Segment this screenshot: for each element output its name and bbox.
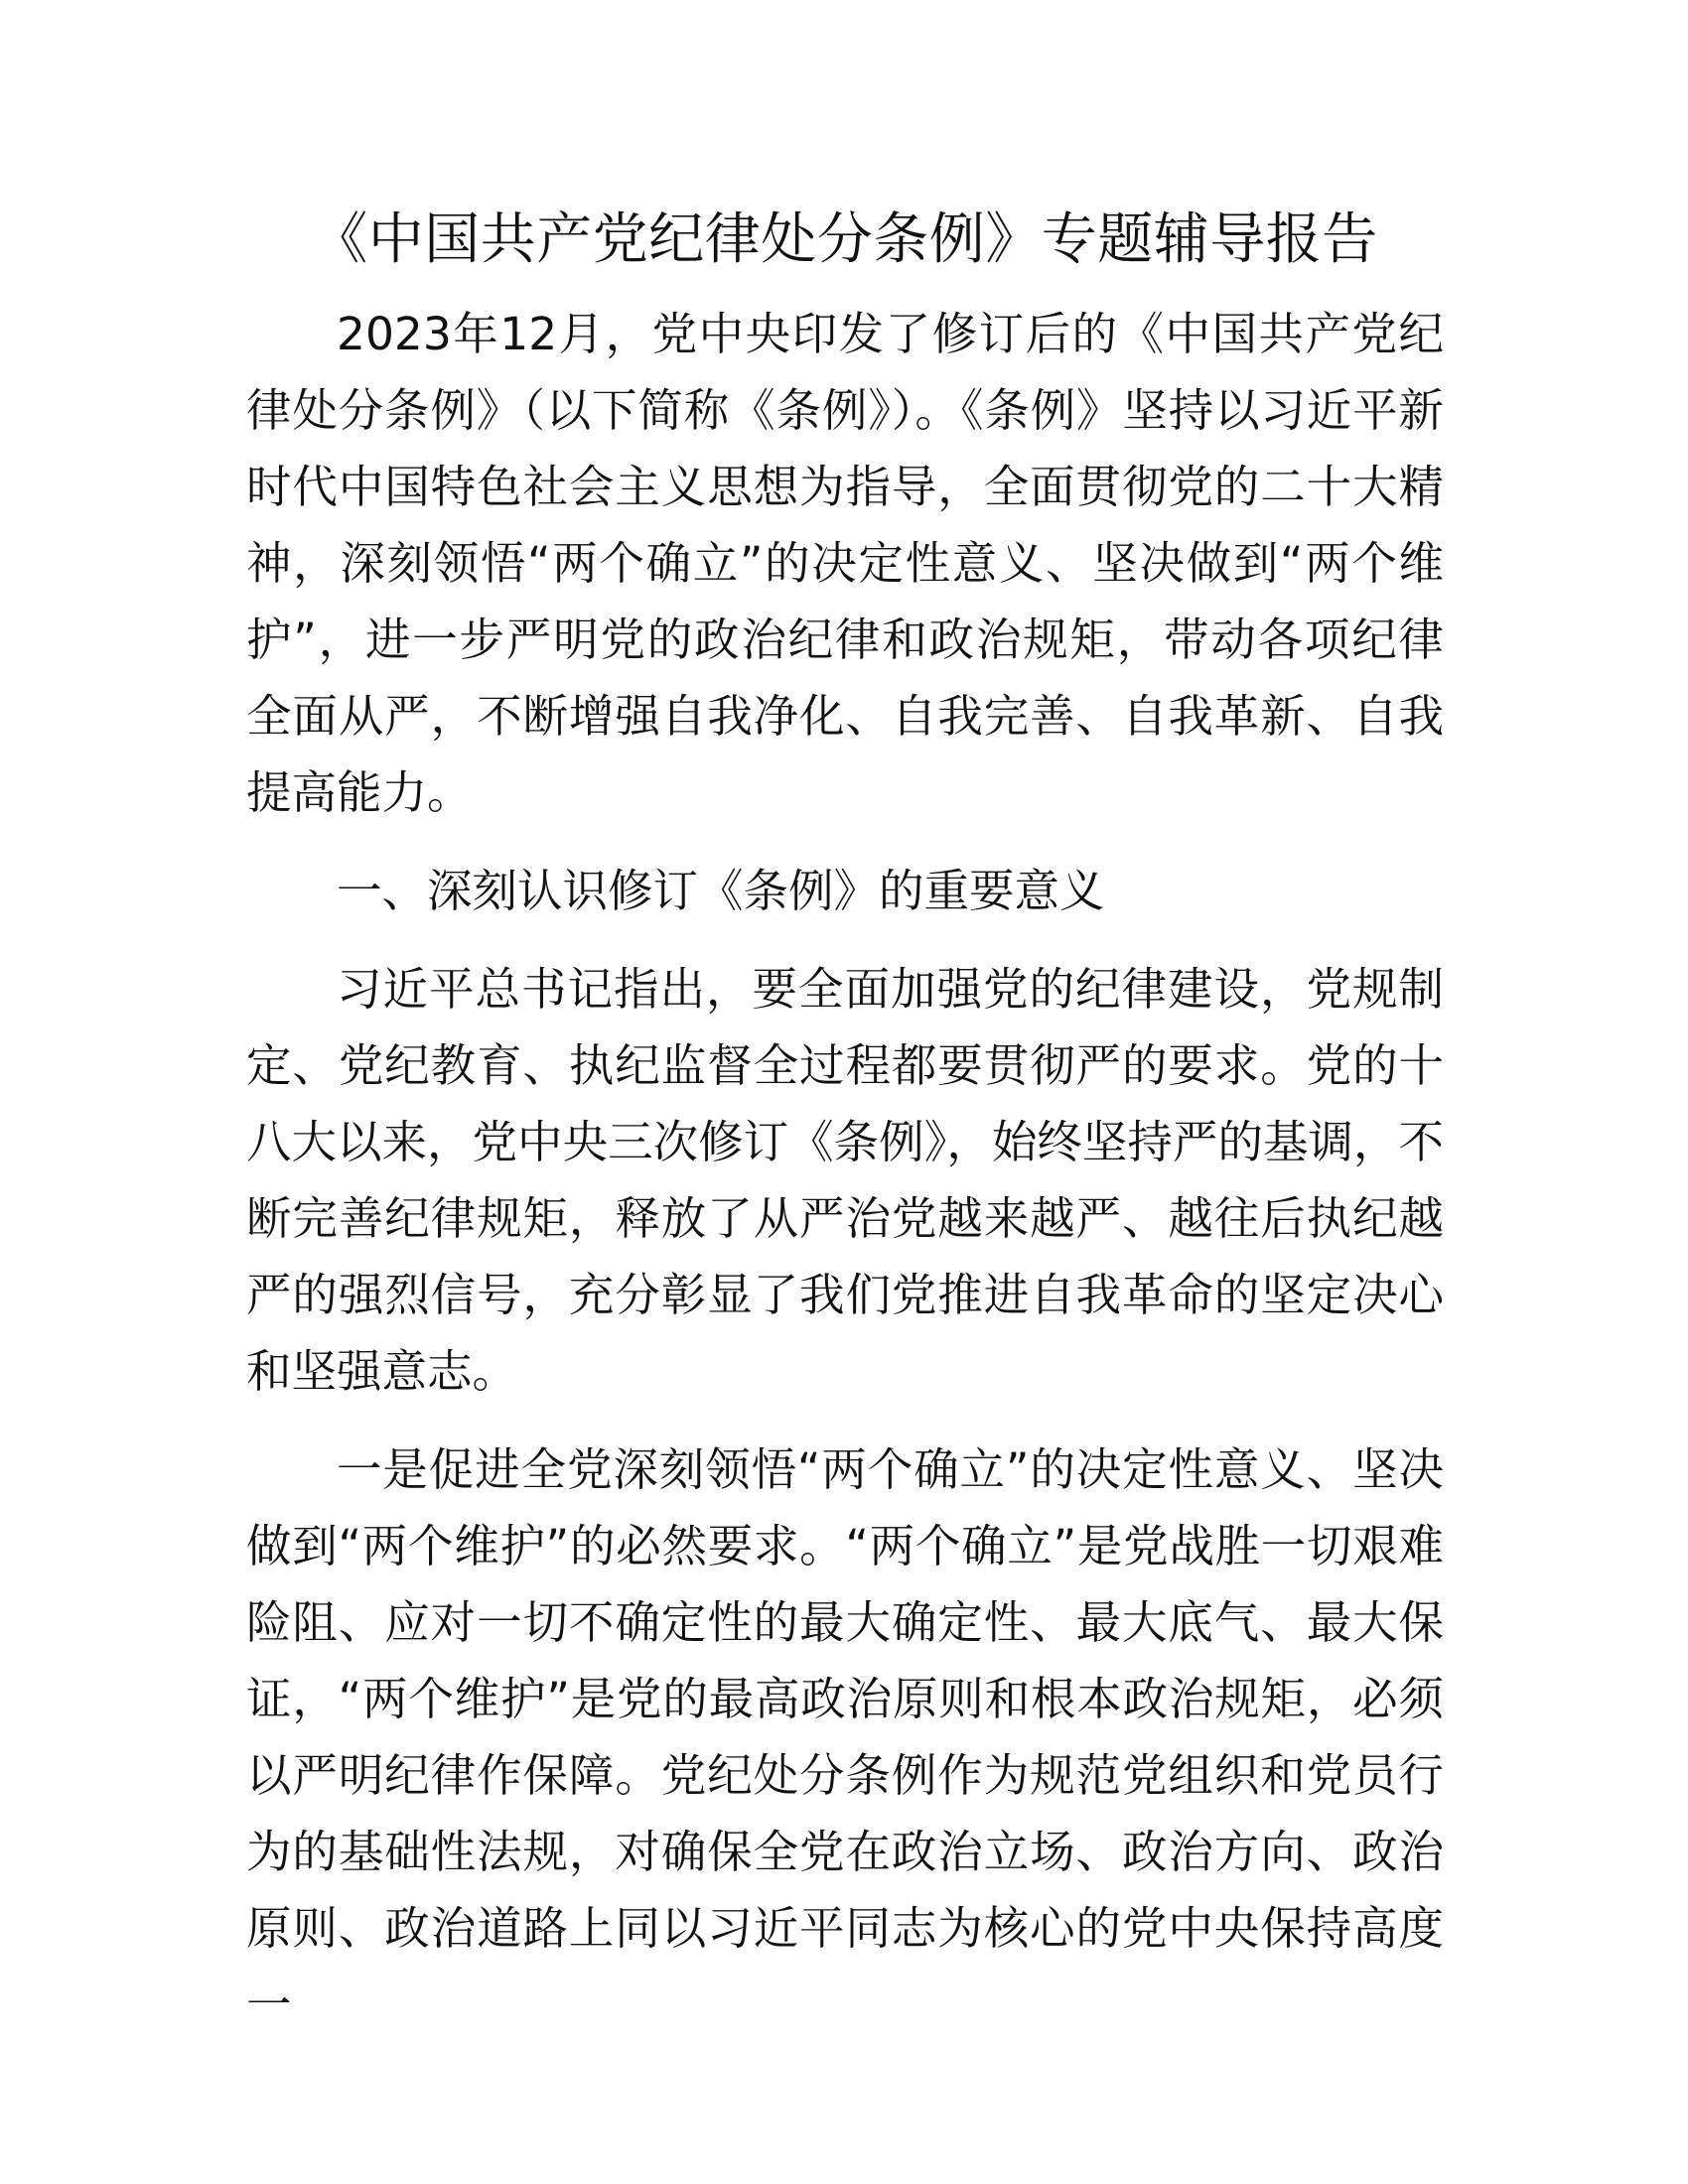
section-heading-1: 一、深刻认识修订《条例》的重要意义	[337, 865, 1105, 917]
intro-paragraph: 2023年12月，党中央印发了修订后的《中国共产党纪律处分条例》（以下简称《条例》）。《条例》坚持以习近平新时代中国特色社会主义思想为指导，全面贯彻党的二十大精神，深刻领悟“两个确立”的决定性意义、坚决做到“两个维护”，进一步严明党的政治纪律和政治规矩，带动各项纪律全面从严，不断增强自我净化、自我完善、自我革新、自我提高能力。	[246, 308, 1444, 819]
document-title: 《中国共产党纪律处分条例》专题辅导报告	[312, 207, 1378, 272]
document-body	[246, 195, 1444, 2065]
section-1-paragraph-2: 一是促进全党深刻领悟“两个确立”的决定性意义、坚决做到“两个维护”的必然要求。“两个确立”是党战胜一切艰难险阻、应对一切不确定性的最大确定性、最大底气、最大保证，“两个维护”是党的最高政治原则和根本政治规矩，必须以严明纪律作保障。党纪处分条例作为规范党组织和党员行为的基础性法规，对确保全党在政治立场、政治方向、政治原则、政治道路上同以习近平同志为核心的党中央保持高度一	[246, 1443, 1444, 2031]
section-1-paragraph-1: 习近平总书记指出，要全面加强党的纪律建设，党规制定、党纪教育、执纪监督全过程都要贯彻严的要求。党的十八大以来，党中央三次修订《条例》，始终坚持严的基调，不断完善纪律规矩，释放了从严治党越来越严、越往后执纪越严的强烈信号，充分彰显了我们党推进自我革命的坚定决心和坚强意志。	[246, 963, 1444, 1398]
